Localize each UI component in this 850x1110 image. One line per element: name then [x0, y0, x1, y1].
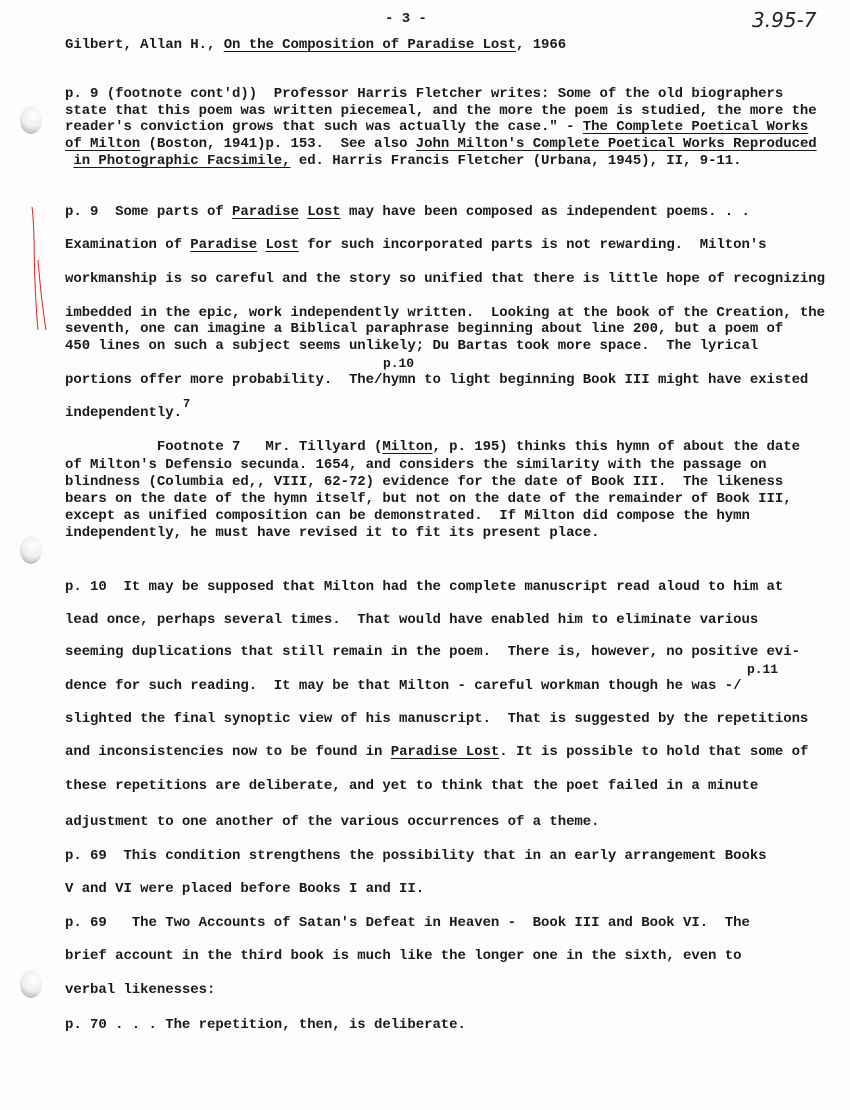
underlined-title: of Milton [65, 136, 141, 152]
text-segment: portions offer more probability. The/hymn to light beginning Book III might have existed [65, 372, 809, 388]
text-line [65, 404, 182, 422]
text-line [65, 777, 758, 795]
text-segment: , 1966 [516, 37, 567, 53]
text-line [65, 118, 808, 136]
text-line [65, 524, 600, 542]
text-segment: V and VI were placed before Books I and II. [65, 881, 425, 897]
text-line [65, 135, 817, 153]
text-segment: dence for such reading. It may be that Milton - careful workman though he was -/ [65, 678, 742, 694]
text-segment: state that this poem was written piecemeal, and the more the poem is studied, the more the [65, 103, 817, 119]
text-line [65, 490, 792, 508]
text-line [65, 473, 783, 491]
underlined-title: Paradise [190, 237, 258, 253]
text-segment: Footnote 7 Mr. Tillyard ( [65, 439, 383, 455]
insertion-p11: p.11 [747, 662, 779, 677]
text-segment: may have been composed as independent poems. . . [340, 204, 750, 220]
text-line [65, 1016, 466, 1034]
text-segment: these repetitions are deliberate, and yet to think that the poet failed in a minute [65, 778, 759, 794]
text-segment: independently, he must have revised it to fit its present place. [65, 525, 600, 541]
text-segment: bears on the date of the hymn itself, but not on the date of the remainder of Book III, [65, 491, 792, 507]
insertion-p10: p.10 [383, 356, 415, 371]
underlined-title: Paradise [232, 204, 299, 220]
citation-header [65, 36, 566, 54]
text-line [65, 847, 767, 865]
punch-hole [20, 106, 42, 134]
page-number: - 3 - [385, 11, 427, 27]
text-segment: blindness (Columbia ed,, VIII, 62-72) evidence for the date of Book III. The likeness [65, 474, 784, 490]
text-line [65, 578, 783, 596]
text-line [65, 85, 783, 103]
text-line [65, 203, 750, 221]
text-segment: p. 70 . . . The repetition, then, is deliberate. [65, 1017, 466, 1033]
text-line [65, 236, 767, 254]
text-segment: seventh, one can imagine a Biblical paraphrase beginning about line 200, but a poem of [65, 321, 784, 337]
text-line [65, 507, 750, 525]
text-segment: Examination of [65, 237, 191, 253]
text-segment: p. 69 This condition strengthens the possibility that in an early arrangement Books [65, 848, 767, 864]
text-line [65, 611, 758, 629]
text-line [65, 320, 783, 338]
text-segment: seeming duplications that still remain in the poem. There is, however, no positive evi- [65, 644, 800, 660]
text-segment: except as unified composition can be demonstrated. If Milton did compose the hymn [65, 508, 750, 524]
text-segment: Gilbert, Allan H., [65, 37, 224, 53]
text-segment: . It is possible to hold that some of [499, 744, 809, 760]
text-segment: of Milton's Defensio secunda. 1654, and considers the similarity with the passage on [65, 457, 767, 473]
footnote-superscript: 7 [183, 397, 191, 411]
underlined-title: Lost [307, 204, 341, 220]
text-line [65, 152, 741, 170]
text-segment: p. 69 The Two Accounts of Satan's Defeat in Heaven - Book III and Book VI. The [65, 915, 750, 931]
text-segment: ed. Harris Francis Fletcher (Urbana, 1945), II, 9-11. [290, 153, 742, 169]
text-segment: slighted the final synoptic view of his manuscript. That is suggested by the repetitions [65, 711, 809, 727]
underlined-title: Milton [382, 439, 433, 455]
text-segment: and inconsistencies now to be found in [65, 744, 391, 760]
handwritten-reference: 3.95-7 [752, 8, 817, 32]
text-segment: p. 9 (footnote cont'd)) Professor Harris Fletcher writes: Some of the old biographers [65, 86, 784, 102]
text-line [65, 438, 800, 456]
text-segment: brief account in the third book is much like the longer one in the sixth, even to [65, 948, 742, 964]
text-segment: workmanship is so careful and the story so unified that there is little hope of recognizing [65, 271, 825, 287]
text-line [65, 270, 825, 288]
text-line [65, 947, 741, 965]
underlined-title: Lost [265, 237, 299, 253]
text-segment: adjustment to one another of the various occurrences of a theme. [65, 814, 600, 830]
punch-hole [20, 970, 42, 998]
underlined-title: John Milton's Complete Poetical Works Reproduced [415, 136, 817, 152]
text-segment: p. 10 It may be supposed that Milton had the complete manuscript read aloud to him at [65, 579, 784, 595]
text-segment: p. 9 Some parts of [65, 204, 233, 220]
punch-hole [20, 536, 42, 564]
text-line [65, 914, 750, 932]
text-line [65, 371, 808, 389]
text-line [65, 981, 215, 999]
text-segment [299, 204, 307, 220]
text-line [65, 677, 741, 695]
text-line [65, 643, 800, 661]
underlined-title: The Complete Poetical Works [582, 119, 809, 135]
red-margin-mark [30, 205, 50, 335]
text-segment: imbedded in the epic, work independently written. Looking at the book of the Creation, the [65, 305, 825, 321]
text-line [65, 880, 424, 898]
text-line [65, 813, 600, 831]
text-line [65, 710, 808, 728]
underlined-title: Paradise Lost [390, 744, 500, 760]
text-segment: verbal likenesses: [65, 982, 216, 998]
text-segment: lead once, perhaps several times. That would have enabled him to eliminate various [65, 612, 759, 628]
text-segment: independently. [65, 405, 182, 421]
text-segment: 450 lines on such a subject seems unlikely; Du Bartas took more space. The lyrical [65, 338, 759, 354]
text-segment: for such incorporated parts is not rewarding. Milton's [298, 237, 767, 253]
text-line [65, 743, 808, 761]
underlined-title: On the Composition of Paradise Lost [223, 37, 516, 53]
text-line [65, 456, 767, 474]
text-segment: , p. 195) thinks this hymn of about the date [432, 439, 800, 455]
text-segment: (Boston, 1941)p. 153. See also [140, 136, 416, 152]
text-segment: reader's conviction grows that such was actually the case." - [65, 119, 583, 135]
underlined-title: in Photographic Facsimile, [73, 153, 291, 169]
text-line [65, 337, 758, 355]
